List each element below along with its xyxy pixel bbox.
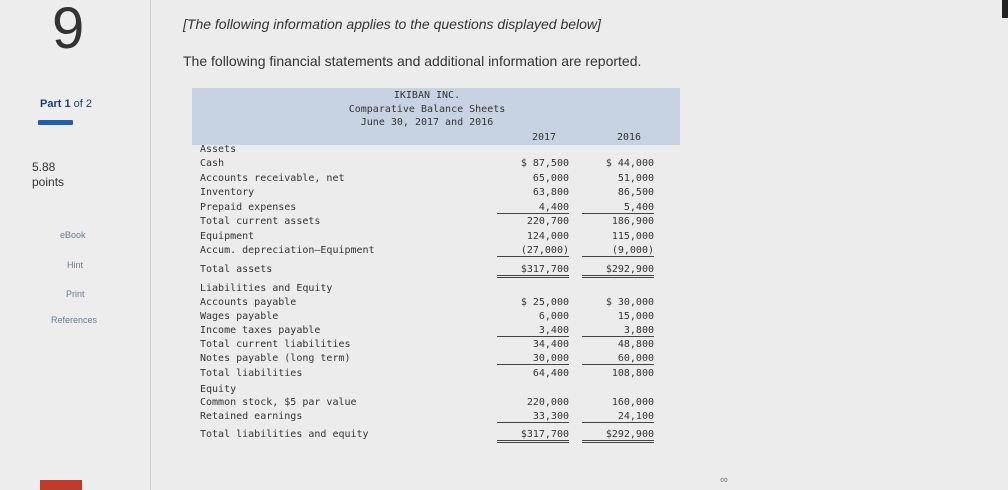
row-label: Equity <box>200 384 237 395</box>
hint-link[interactable]: Hint <box>67 260 84 270</box>
balance-sheet-header <box>192 88 680 145</box>
instructions-text: [The following information applies to the questions displayed below] <box>183 16 601 32</box>
company-name: IKIBAN INC. <box>393 90 461 101</box>
value-2016: $292,900 <box>582 429 654 443</box>
points-value: 5.88 <box>32 160 56 174</box>
value-2017: $ 87,500 <box>520 158 569 169</box>
row-label: Income taxes payable <box>200 325 321 336</box>
value-2016: 51,000 <box>617 173 654 184</box>
row-label: Liabilities and Equity <box>200 283 333 294</box>
link-icon: ∞ <box>720 474 728 486</box>
row-label: Prepaid expenses <box>200 202 297 213</box>
row-label: Cash <box>200 158 225 169</box>
value-2017: $ 25,000 <box>520 297 569 308</box>
value-2016: 160,000 <box>611 397 654 408</box>
part-progress-bar <box>38 120 73 125</box>
value-2016: $ 44,000 <box>605 158 654 169</box>
row-label: Total current liabilities <box>200 339 351 350</box>
row-label: Wages payable <box>200 311 279 322</box>
window-edge <box>1002 0 1008 18</box>
value-2017: 33,300 <box>497 411 569 423</box>
publisher-logo <box>40 480 82 490</box>
value-2017: $317,700 <box>497 264 569 278</box>
row-label: Retained earnings <box>200 411 303 422</box>
row-label: Accounts receivable, net <box>200 173 345 184</box>
value-2017: 64,400 <box>532 368 569 379</box>
value-2016: $ 30,000 <box>605 297 654 308</box>
lead-text: The following financial statements and additional information are reported. <box>183 53 642 69</box>
row-label: Common stock, $5 par value <box>200 397 357 408</box>
part-label: Part <box>40 98 62 110</box>
points-label: points <box>32 175 65 189</box>
value-2017: $317,700 <box>497 429 569 443</box>
part-total: of 2 <box>73 98 93 110</box>
row-label: Total liabilities <box>200 368 303 379</box>
part-indicator <box>40 98 92 110</box>
row-label: Total liabilities and equity <box>200 429 369 440</box>
value-2016: 24,100 <box>582 411 654 423</box>
value-2016: 108,800 <box>611 368 654 379</box>
ebook-link[interactable]: eBook <box>60 230 86 240</box>
points-block <box>32 160 64 190</box>
row-label: Accounts payable <box>200 297 297 308</box>
value-2017: (27,000) <box>497 245 569 257</box>
row-label: Total current assets <box>200 216 321 227</box>
value-2017: 4,400 <box>497 202 569 214</box>
statement-title: Comparative Balance Sheets <box>348 104 506 115</box>
row-label: Equipment <box>200 231 255 242</box>
question-sidebar <box>0 0 151 490</box>
value-2016: 186,900 <box>611 216 654 227</box>
column-header-2017: 2017 <box>532 132 557 143</box>
print-link[interactable]: Print <box>66 289 85 299</box>
references-link[interactable]: References <box>51 315 98 325</box>
value-2016: 86,500 <box>617 187 654 198</box>
question-number: 9 <box>52 0 85 61</box>
value-2017: 34,400 <box>532 339 569 350</box>
value-2016: (9,000) <box>582 245 654 257</box>
balance-sheet <box>192 88 680 448</box>
value-2017: 124,000 <box>526 231 569 242</box>
value-2017: 6,000 <box>538 311 569 322</box>
value-2017: 220,700 <box>526 216 569 227</box>
value-2017: 65,000 <box>532 173 569 184</box>
value-2017: 30,000 <box>497 353 569 365</box>
value-2016: 3,800 <box>582 325 654 337</box>
row-label: Total assets <box>200 264 273 275</box>
row-label: Assets <box>200 144 237 155</box>
value-2017: 3,400 <box>497 325 569 337</box>
row-label: Notes payable (long term) <box>200 353 351 364</box>
question-content <box>150 0 1008 490</box>
value-2017: 220,000 <box>526 397 569 408</box>
value-2016: 115,000 <box>611 231 654 242</box>
value-2016: 5,400 <box>582 202 654 214</box>
part-number: 1 <box>64 98 71 110</box>
value-2016: 60,000 <box>582 353 654 365</box>
value-2017: 63,800 <box>532 187 569 198</box>
row-label: Inventory <box>200 187 255 198</box>
row-label: Accum. depreciation—Equipment <box>200 245 375 256</box>
value-2016: $292,900 <box>582 264 654 278</box>
statement-date: June 30, 2017 and 2016 <box>360 117 494 128</box>
value-2016: 48,800 <box>617 339 654 350</box>
column-header-2016: 2016 <box>617 132 642 143</box>
value-2016: 15,000 <box>617 311 654 322</box>
